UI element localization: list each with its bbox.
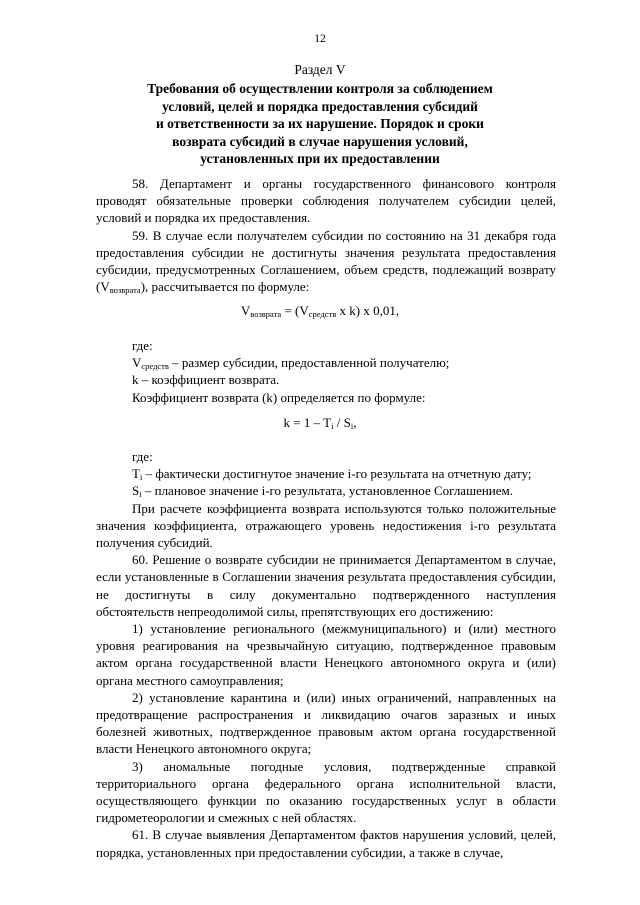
paragraph-58: 58. Департамент и органы государственного финансового контроля проводят обязательные проверки соблюдения получателем субсидии целей, условий и порядка их предоставления.: [96, 176, 556, 226]
t-definition: $T_i$ – фактически достигнутое значение i-го результата на отчетную дату;: [132, 466, 532, 483]
k-definition: k – коэффициент возврата.: [132, 372, 280, 388]
paragraph-59-sub: возврата: [109, 285, 141, 296]
page-number: 12: [314, 33, 326, 45]
list-item-2: 2) установление карантина и (или) иных ограничений, направленных на предотвращение распространения и ликвидацию очагов заразных и иных болезней животных, подтвержденное правовым актом органа государственной власти Ненецкого автономного округа;: [96, 689, 556, 757]
paragraph-59: [96, 227, 556, 296]
v-sredstv-definition: $V_{средств}$ – размер субсидии, предоставленной получателю;: [132, 355, 450, 372]
body-block-2: [96, 337, 556, 406]
heading-line: Требования об осуществлении контроля за соблюдением: [147, 81, 493, 96]
formula-coefficient: $k = 1 - T_i / S_i$,: [283, 415, 357, 431]
list-item-3: 3) аномальные погодные условия, подтвержденные справкой территориального органа федерального органа исполнительной власти, осуществляющего функции по оказанию государственных услуг в области гидрометеорологии и смежных с ней областях.: [96, 758, 556, 826]
formula-return-volume: $V_{возврата} = (V_{средств}$ x k) x 0,01,: [240, 303, 400, 319]
paragraph-60: 60. Решение о возврате субсидии не принимается Департаментом в случае, если установленные в Соглашении значения результата предоставления субсидии, не достигнуты в силу документально подтвержденного наступления обстоятельств непреодолимой силы, препятствующих его достижению:: [96, 552, 556, 619]
where-label-1: где:: [132, 338, 153, 353]
paragraph-61: 61. В случае выявления Департаментом фактов нарушения условий, целей, порядка, установленных при предоставлении субсидии, а также в случае,: [96, 827, 556, 860]
section-title: Раздел V: [294, 62, 346, 77]
heading-line: возврата субсидий в случае нарушения условий,: [172, 133, 468, 149]
list-item-1: 1) установление регионального (межмуниципального) и (или) местного уровня реагирования на чрезвычайную ситуацию, подтвержденное правовым актом органа государственной власти Ненецкого автономного округа и (или) органа местного самоуправления;: [96, 621, 556, 688]
where-label-2: где:: [132, 449, 153, 464]
heading-line: и ответственности за их нарушение. Порядок и сроки: [156, 116, 484, 132]
paragraph-59-text-b: ), рассчитывается по формуле:: [140, 279, 310, 295]
heading-line: условий, целей и порядка предоставления субсидий: [162, 98, 478, 114]
coefficient-intro: Коэффициент возврата (k) определяется по формуле:: [132, 389, 426, 405]
paragraph-59-text-a: 59. В случае если получателем субсидии по состоянию на 31 декабря года предоставления субсидии не достигнуты значения результата предоставления субсидии, предусмотренных Соглашением, объем средств, подлежащий возврату (V: [96, 227, 556, 295]
body-block-3: [96, 448, 556, 861]
body-block-1: [96, 175, 556, 295]
heading-line: установленных при их предоставлении: [200, 151, 440, 167]
paragraph-calculation: При расчете коэффициента возврата используются только положительные значения коэффициента, отражающего уровень недостижения i-го результата получения субсидий.: [96, 500, 556, 551]
section-heading: [100, 80, 540, 168]
s-definition: $S_i$ – плановое значение i-го результата, установленное Соглашением.: [132, 483, 514, 500]
